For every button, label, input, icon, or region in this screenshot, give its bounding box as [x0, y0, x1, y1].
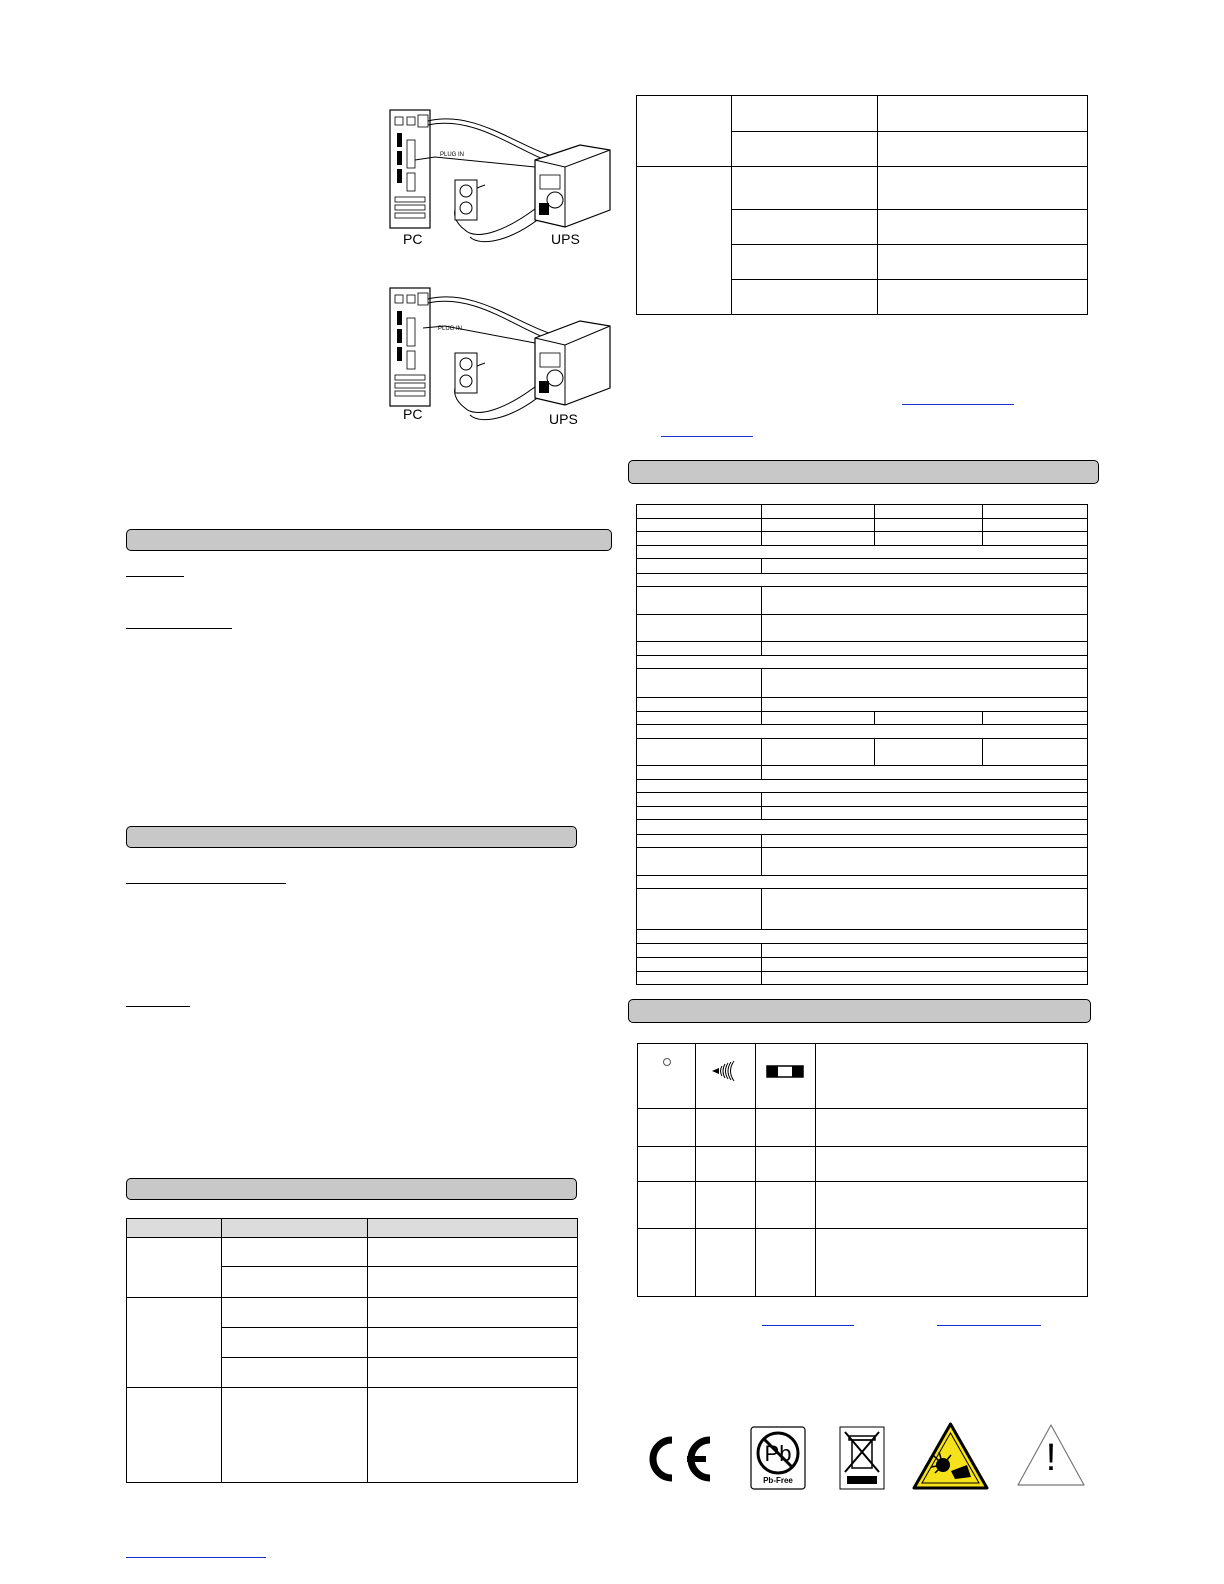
table-cell	[637, 614, 762, 641]
table-cell	[637, 96, 732, 167]
table-cell	[816, 1182, 1088, 1229]
section-heading-bar	[126, 826, 577, 848]
table-cell	[637, 711, 762, 724]
table-cell	[637, 519, 762, 532]
table-cell	[637, 957, 762, 971]
table-cell	[368, 1328, 578, 1358]
table-cell	[368, 1388, 578, 1483]
table-cell	[637, 971, 762, 984]
table-cell	[222, 1267, 368, 1298]
table-cell	[637, 642, 762, 656]
table-cell	[875, 505, 983, 519]
subheading-underline	[126, 883, 286, 884]
table-cell	[762, 944, 1088, 957]
table-cell	[696, 1147, 756, 1182]
table-cell	[637, 669, 762, 697]
table-cell	[127, 1298, 222, 1388]
caution-warning-icon	[1016, 1423, 1086, 1487]
table-cell	[762, 697, 1088, 711]
table-header-cell	[222, 1219, 368, 1238]
table-cell	[762, 559, 1088, 573]
table-cell	[732, 245, 878, 280]
table-cell	[756, 1109, 816, 1147]
table-section-row	[637, 656, 1088, 669]
table-cell	[762, 793, 1088, 807]
table-cell	[637, 697, 762, 711]
table-section-row	[637, 875, 1088, 888]
table-cell	[816, 1109, 1088, 1147]
table-cell	[983, 532, 1088, 546]
table-cell	[368, 1238, 578, 1267]
table-section-row	[637, 546, 1088, 559]
table-cell	[638, 1147, 696, 1182]
table-section-row	[637, 820, 1088, 834]
table-cell	[756, 1044, 816, 1109]
battery-icon	[756, 1044, 816, 1108]
diagram-2-plug-in-label: PLUG IN	[438, 326, 463, 332]
table-cell	[638, 1044, 696, 1109]
hyperlink-underline[interactable]	[937, 1325, 1041, 1326]
table-cell	[756, 1229, 816, 1297]
table-cell	[762, 505, 875, 519]
diagram-2-ups-label: UPS	[549, 411, 578, 427]
diagram-2-pc-label: PC	[403, 406, 423, 422]
table-cell	[875, 738, 983, 765]
table-cell	[637, 586, 762, 614]
troubleshooting-table	[126, 1218, 578, 1483]
table-cell	[637, 559, 762, 573]
table-cell	[368, 1267, 578, 1298]
table-cell	[816, 1044, 1088, 1109]
hyperlink-underline[interactable]	[126, 1557, 266, 1558]
table-cell	[816, 1147, 1088, 1182]
weee-crossed-bin-icon	[839, 1426, 885, 1490]
hyperlink-underline[interactable]	[762, 1325, 854, 1326]
table-cell	[637, 167, 732, 315]
svg-text:Pb: Pb	[764, 1441, 792, 1466]
troubleshooting-table-continued	[636, 95, 1088, 315]
table-cell	[762, 519, 875, 532]
table-cell	[638, 1229, 696, 1297]
table-cell	[732, 280, 878, 315]
section-heading-bar	[126, 1178, 577, 1200]
table-cell	[983, 738, 1088, 765]
table-cell	[878, 167, 1088, 210]
led-indicator-icon	[638, 1044, 696, 1108]
table-cell	[762, 971, 1088, 984]
table-cell	[762, 669, 1088, 697]
subheading-underline	[126, 1006, 190, 1007]
table-cell	[983, 505, 1088, 519]
table-cell	[983, 519, 1088, 532]
diagram-1-ups-label: UPS	[551, 231, 580, 247]
table-cell	[637, 847, 762, 875]
table-cell	[638, 1182, 696, 1229]
table-cell	[762, 642, 1088, 656]
table-cell	[637, 834, 762, 847]
table-cell	[875, 519, 983, 532]
table-cell	[762, 586, 1088, 614]
table-cell	[368, 1298, 578, 1328]
table-cell	[696, 1182, 756, 1229]
table-cell	[696, 1044, 756, 1109]
table-cell	[762, 614, 1088, 641]
table-cell	[637, 944, 762, 957]
pb-free-label: Pb-Free	[763, 1476, 793, 1485]
table-cell	[762, 847, 1088, 875]
table-cell	[637, 793, 762, 807]
table-cell	[762, 888, 1088, 929]
hyperlink-underline[interactable]	[902, 404, 1014, 405]
section-heading-bar	[628, 999, 1091, 1023]
table-cell	[878, 132, 1088, 167]
table-cell	[222, 1388, 368, 1483]
explosion-warning-icon	[911, 1421, 990, 1491]
indicator-status-table	[637, 1043, 1088, 1297]
table-cell	[732, 210, 878, 245]
table-cell	[878, 280, 1088, 315]
subheading-underline	[126, 628, 232, 629]
table-cell	[696, 1229, 756, 1297]
table-cell	[127, 1238, 222, 1298]
table-section-row	[637, 573, 1088, 586]
table-cell	[732, 167, 878, 210]
alarm-sound-icon	[696, 1044, 756, 1108]
table-section-row	[637, 930, 1088, 944]
diagram-1-pc-label: PC	[403, 231, 423, 247]
table-cell	[732, 96, 878, 132]
table-cell	[762, 532, 875, 546]
table-cell	[756, 1182, 816, 1229]
table-cell	[762, 711, 875, 724]
table-cell	[637, 532, 762, 546]
table-cell	[762, 957, 1088, 971]
table-cell	[756, 1147, 816, 1182]
table-section-row	[637, 724, 1088, 738]
ce-mark-icon	[640, 1432, 714, 1486]
table-cell	[696, 1109, 756, 1147]
table-cell	[638, 1109, 696, 1147]
pb-free-icon	[750, 1426, 806, 1490]
table-cell	[762, 738, 875, 765]
table-header-cell	[368, 1219, 578, 1238]
table-cell	[222, 1298, 368, 1328]
table-cell	[637, 505, 762, 519]
table-cell	[732, 132, 878, 167]
table-cell	[637, 888, 762, 929]
table-cell	[762, 834, 1088, 847]
diagram-1-plug-in-label: PLUG IN	[440, 152, 465, 158]
table-cell	[127, 1388, 222, 1483]
subheading-underline	[126, 576, 184, 577]
specifications-table	[636, 504, 1088, 985]
table-cell	[983, 711, 1088, 724]
table-cell	[878, 210, 1088, 245]
table-cell	[637, 807, 762, 820]
table-cell	[762, 766, 1088, 780]
section-heading-bar	[628, 460, 1099, 484]
table-cell	[878, 96, 1088, 132]
table-cell	[222, 1328, 368, 1358]
table-cell	[816, 1229, 1088, 1297]
table-cell	[222, 1238, 368, 1267]
table-cell	[875, 711, 983, 724]
table-cell	[875, 532, 983, 546]
table-cell	[878, 245, 1088, 280]
table-cell	[762, 807, 1088, 820]
table-cell	[368, 1358, 578, 1388]
table-cell	[222, 1358, 368, 1388]
table-cell	[637, 766, 762, 780]
hyperlink-underline[interactable]	[661, 436, 753, 437]
section-heading-bar	[126, 529, 612, 551]
table-header-cell	[127, 1219, 222, 1238]
caution-exclamation-mark: !	[1045, 1437, 1057, 1479]
table-section-row	[637, 780, 1088, 793]
table-cell	[637, 738, 762, 765]
